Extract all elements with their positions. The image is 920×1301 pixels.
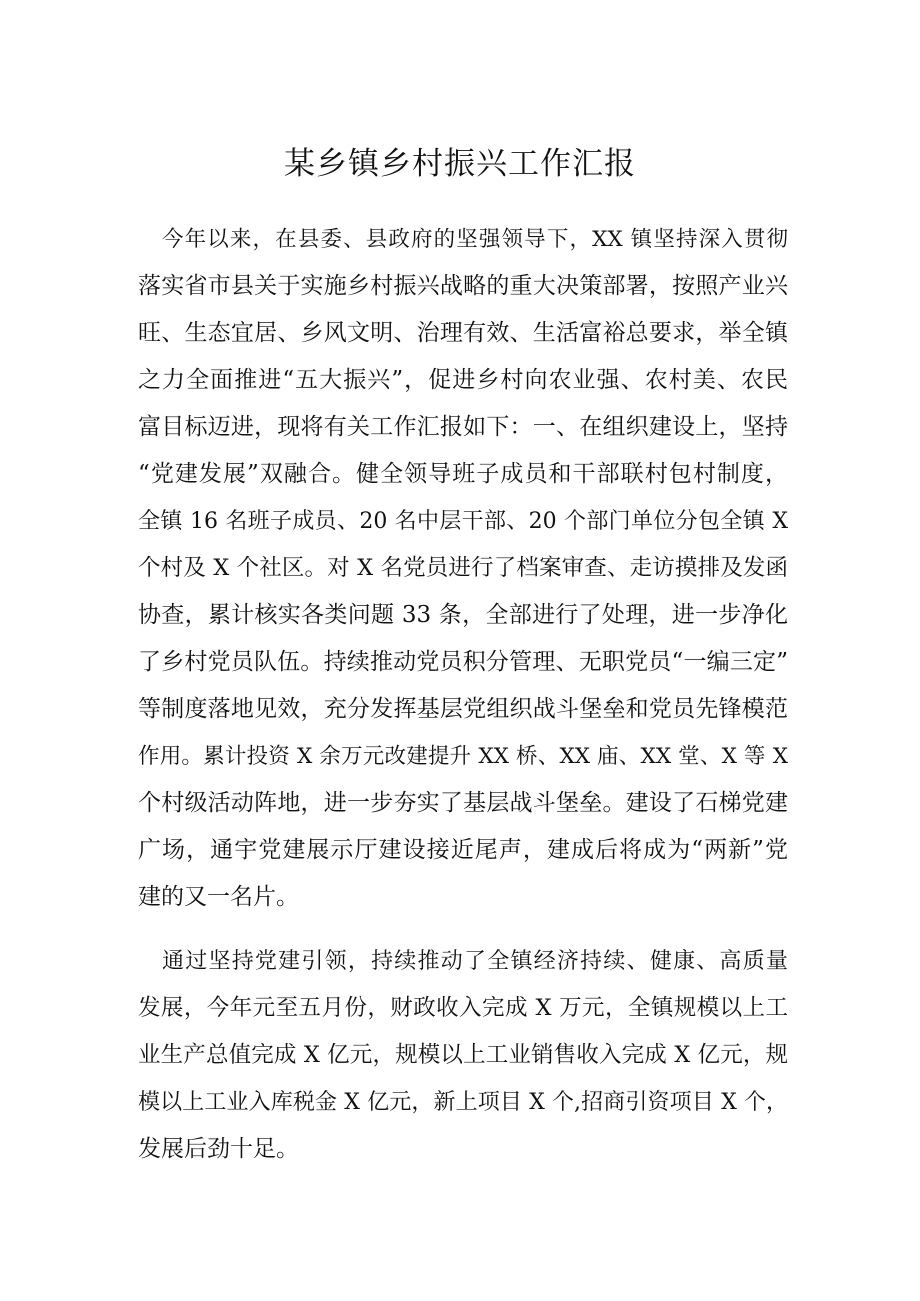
text-line: 落实省市县关于实施乡村振兴战略的重大决策部署，按照产业兴: [138, 273, 788, 299]
text-line: 了乡村党员队伍。持续推动党员积分管理、无职党员“一编三定”: [138, 649, 788, 675]
text-line: 发展，今年元至五月份，财政收入完成 X 万元，全镇规模以上工: [138, 995, 788, 1021]
text-line: 模以上工业入库税金 X 亿元，新上项目 X 个,招商引资项目 X 个，: [138, 1090, 788, 1115]
text-line: 发展后劲十足。: [138, 1136, 299, 1162]
text-line: 个村级活动阵地，进一步夯实了基层战斗堡垒。建设了石梯党建: [138, 790, 788, 816]
text-line: 业生产总值完成 X 亿元，规模以上工业销售收入完成 X 亿元，规: [138, 1042, 788, 1068]
text-line: 个村及 X 个社区。对 X 名党员进行了档案审查、走访摸排及发函: [138, 555, 788, 581]
paragraph-2: [138, 938, 788, 1173]
text-line: 建的又一名片。: [138, 884, 299, 910]
text-line: 旺、生态宜居、乡风文明、治理有效、生活富裕总要求，举全镇: [138, 320, 788, 346]
text-line: 等制度落地见效，充分发挥基层党组织战斗堡垒和党员先锋模范: [138, 696, 788, 722]
text-line: 协查，累计核实各类问题 33 条，全部进行了处理，进一步净化: [138, 602, 788, 628]
text-line: 今年以来，在县委、县政府的坚强领导下，XX 镇坚持深入贯彻: [162, 227, 788, 252]
document-title: 某乡镇乡村振兴工作汇报: [284, 146, 636, 182]
text-line: 之力全面推进“五大振兴”，促进乡村向农业强、农村美、农民: [138, 367, 788, 393]
text-line: “党建发展”双融合。健全领导班子成员和干部联村包村制度，: [138, 461, 788, 487]
text-line: 作用。累计投资 X 余万元改建提升 XX 桥、XX 庙、XX 堂、X 等 X: [138, 744, 788, 769]
paragraph-1: [138, 216, 788, 921]
text-line: 通过坚持党建引领，持续推动了全镇经济持续、健康、高质量: [162, 949, 788, 974]
text-line: 富目标迈进，现将有关工作汇报如下：一、在组织建设上，坚持: [138, 414, 788, 440]
text-line: 广场，通宇党建展示厅建设接近尾声，建成后将成为“两新”党: [138, 837, 788, 863]
text-line: 全镇 16 名班子成员、20 名中层干部、20 个部门单位分包全镇 X: [138, 509, 788, 534]
